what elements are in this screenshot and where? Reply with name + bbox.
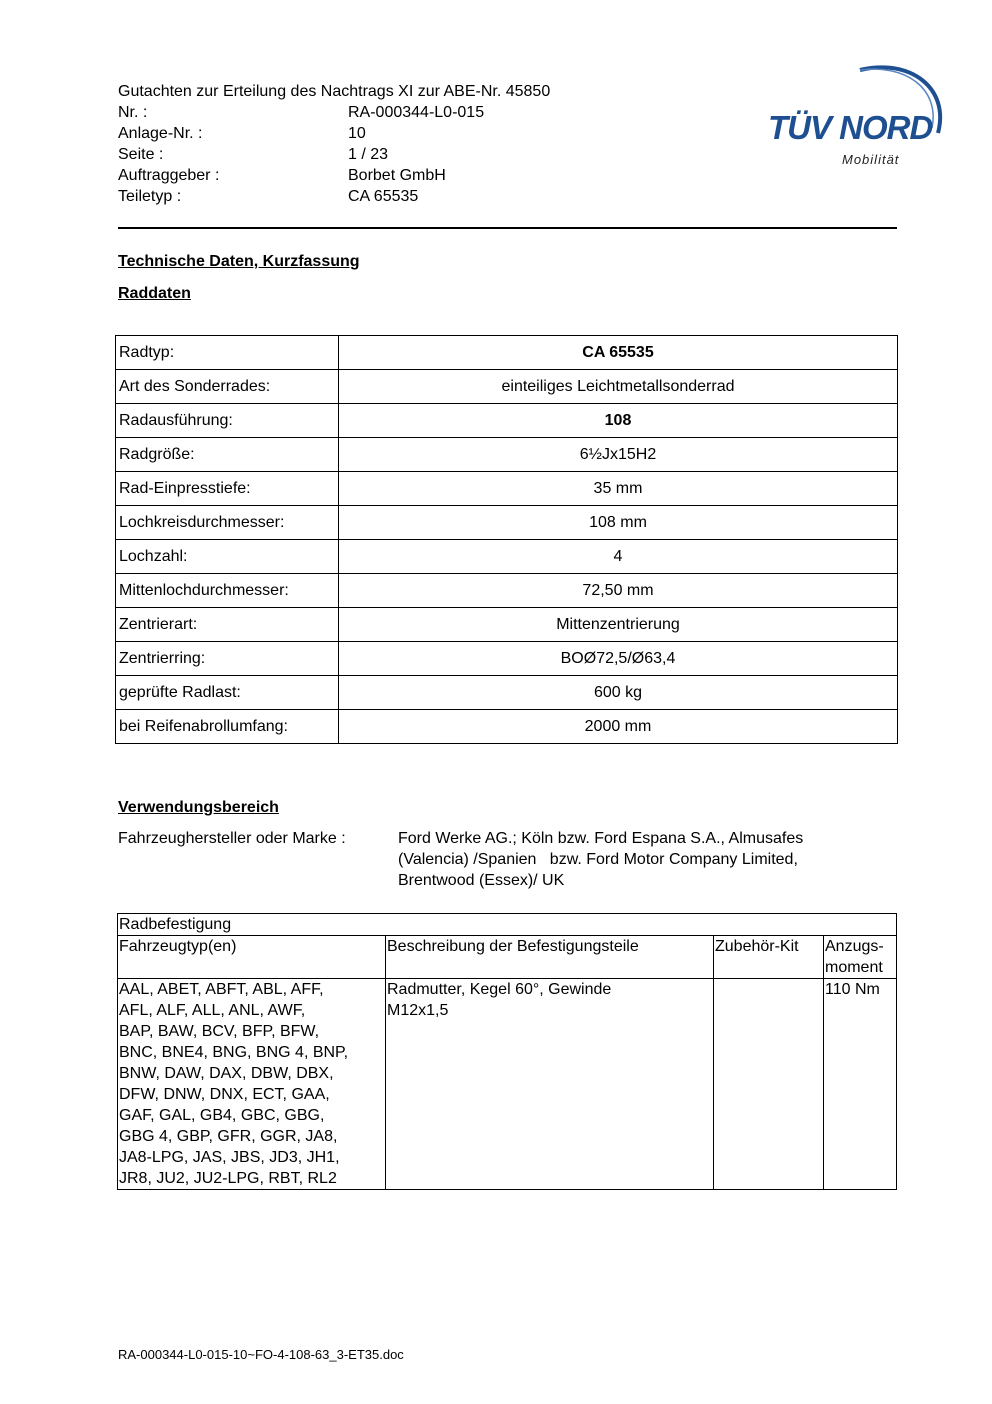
row-label: Lochkreisdurchmesser: [116,506,339,540]
row-label: Zentrierring: [116,642,339,676]
header-row-auftraggeber [118,165,550,186]
row-value: CA 65535 [339,336,898,370]
row-label: Art des Sonderrades: [116,370,339,404]
table-row [116,642,898,676]
types-line: JA8-LPG, JAS, JBS, JD3, JH1, [119,1149,340,1166]
types-line: BNC, BNE4, BNG, BNG 4, BNP, [119,1044,349,1061]
vehicle-types-cell [118,979,386,1190]
row-value: Mittenzentrierung [339,608,898,642]
table-row [116,676,898,710]
table-row [118,979,897,1190]
table-row [116,370,898,404]
row-label: geprüfte Radlast: [116,676,339,710]
header-row-teiletyp [118,186,550,207]
table-row [116,574,898,608]
tuev-nord-logo [760,58,950,178]
desc-line: M12x1,5 [387,1002,449,1019]
header-value: RA-000344-L0-015 [348,104,485,121]
table-row [116,540,898,574]
header-line: moment [825,959,883,976]
row-value: 108 mm [339,506,898,540]
row-value: 4 [339,540,898,574]
row-value: 6½Jx15H2 [339,438,898,472]
description-cell [386,979,714,1190]
table-row [116,404,898,438]
header-row-seite [118,144,550,165]
header-value: 10 [348,125,366,142]
usage-line: Ford Werke AG.; Köln bzw. Ford Espana S.A., Almusafes [398,830,804,847]
header-title: Gutachten zur Erteilung des Nachtrags XI zur ABE-Nr. 45850 [118,83,551,100]
header-label: Seite : [118,146,164,163]
header-label: Anlage-Nr. : [118,125,203,142]
table-row [116,472,898,506]
header-line: Anzugs- [825,938,884,955]
row-label: Radgröße: [116,438,339,472]
row-value: 108 [339,404,898,438]
header-divider [118,227,897,229]
row-label: Rad-Einpresstiefe: [116,472,339,506]
section-title-technische-daten: Technische Daten, Kurzfassung [118,253,360,270]
usage-line: Brentwood (Essex)/ UK [398,872,565,889]
header-label: Teiletyp : [118,188,182,205]
row-value: 2000 mm [339,710,898,744]
types-line: GAF, GAL, GB4, GBC, GBG, [119,1107,325,1124]
fixing-table-title: Radbefestigung [118,914,897,936]
header-label: Auftraggeber : [118,167,220,184]
table-header-row [118,936,897,979]
torque-cell: 110 Nm [824,979,897,1190]
row-value: 72,50 mm [339,574,898,608]
header-row-anlage [118,123,550,144]
table-row [116,438,898,472]
table-row [118,914,897,936]
logo-brand: TÜV NORD [768,109,933,146]
row-label: Lochzahl: [116,540,339,574]
row-value: 600 kg [339,676,898,710]
types-line: DFW, DNW, DNX, ECT, GAA, [119,1086,330,1103]
types-line: JR8, JU2, JU2-LPG, RBT, RL2 [119,1170,337,1187]
row-value: 35 mm [339,472,898,506]
row-label: Radausführung: [116,404,339,438]
table-row [116,506,898,540]
table-row [116,608,898,642]
column-header: Beschreibung der Befestigungsteile [386,936,714,979]
types-line: GBG 4, GBP, GFR, GGR, JA8, [119,1128,338,1145]
header-value: 1 / 23 [348,146,389,163]
row-label: Radtyp: [116,336,339,370]
usage-line: (Valencia) /Spanien bzw. Ford Motor Company Limited, [398,851,798,868]
wheel-fixing-table [117,913,897,1190]
row-label: bei Reifenabrollumfang: [116,710,339,744]
usage-label: Fahrzeughersteller oder Marke : [118,830,346,847]
desc-line: Radmutter, Kegel 60°, Gewinde [387,981,612,998]
header-value: Borbet GmbH [348,167,446,184]
header-row-nr [118,102,550,123]
row-label: Mittenlochdurchmesser: [116,574,339,608]
footer-filename: RA-000344-L0-015-10~FO-4-108-63_3-ET35.doc [118,1347,404,1362]
header-value: CA 65535 [348,188,419,205]
column-header: Zubehör-Kit [714,936,824,979]
header-label: Nr. : [118,104,148,121]
table-row [116,710,898,744]
column-header: Fahrzeugtyp(en) [118,936,386,979]
logo-subtitle: Mobilität [842,152,900,167]
kit-cell [714,979,824,1190]
types-line: AAL, ABET, ABFT, ABL, AFF, [119,981,324,998]
types-line: AFL, ALF, ALL, ANL, AWF, [119,1002,306,1019]
section-title-verwendungsbereich: Verwendungsbereich [118,799,279,816]
section-title-raddaten: Raddaten [118,285,191,302]
document-header [118,81,550,207]
table-row [116,336,898,370]
types-line: BNW, DAW, DAX, DBW, DBX, [119,1065,334,1082]
column-header [824,936,897,979]
types-line: BAP, BAW, BCV, BFP, BFW, [119,1023,320,1040]
usage-value [398,828,878,891]
wheel-data-table [115,335,898,744]
row-value: einteiliges Leichtmetallsonderrad [339,370,898,404]
row-label: Zentrierart: [116,608,339,642]
row-value: BOØ72,5/Ø63,4 [339,642,898,676]
